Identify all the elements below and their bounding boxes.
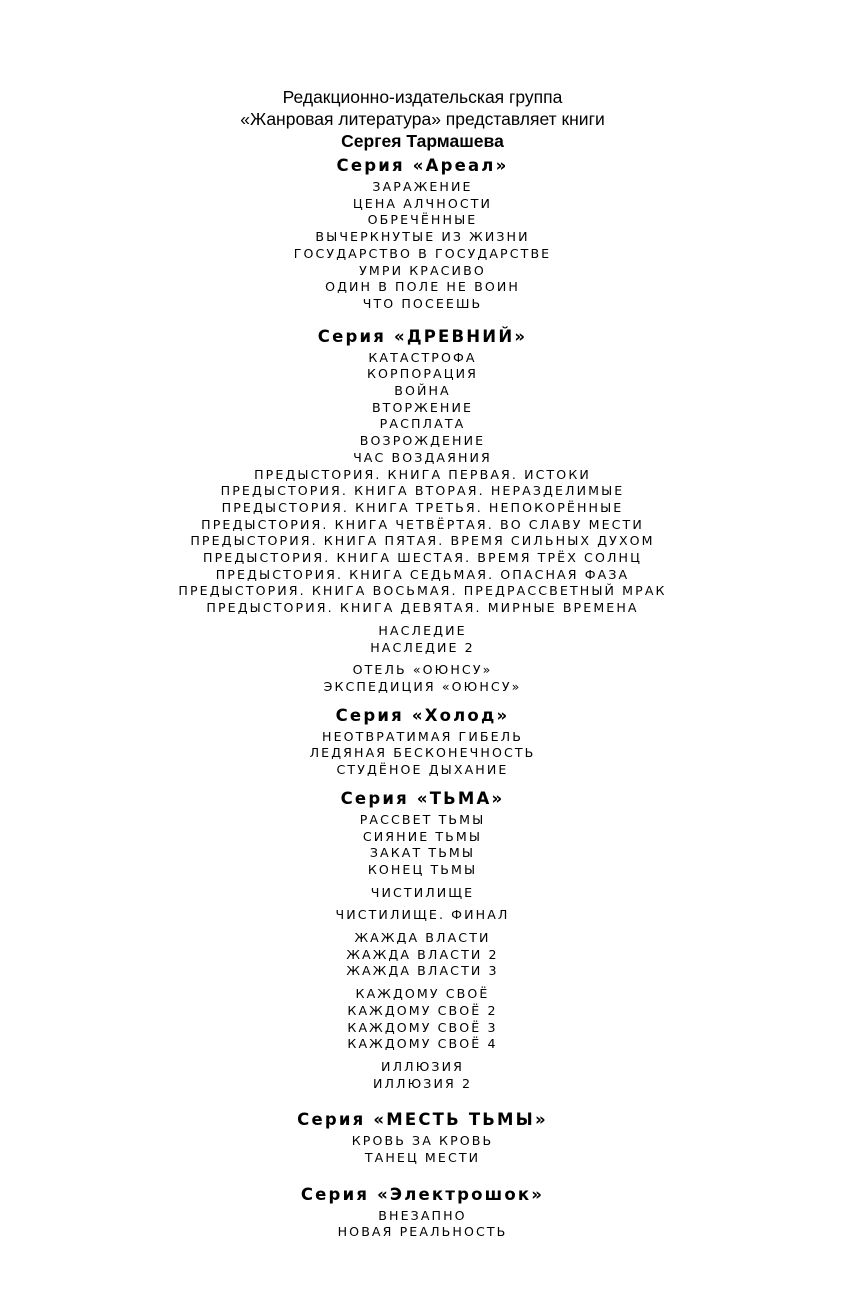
series-block xyxy=(0,155,845,313)
series-title: Серия «ДРЕВНИЙ» xyxy=(317,326,528,346)
series-spacer xyxy=(0,1167,845,1181)
book-title: ЧИСТИЛИЩЕ xyxy=(370,884,475,900)
book-title: КАЖДОМУ СВОЁ 3 xyxy=(347,1019,498,1035)
book-title: ПРЕДЫСТОРИЯ. КНИГА ЧЕТВЁРТАЯ. ВО СЛАВУ МЕСТИ xyxy=(201,516,644,532)
book-title: ОДИН В ПОЛЕ НЕ ВОИН xyxy=(325,279,520,295)
book-title: КОНЕЦ ТЬМЫ xyxy=(367,861,478,877)
series-title: Серия «Ареал» xyxy=(336,156,509,175)
book-title: НАСЛЕДИЕ xyxy=(378,622,467,638)
book-title: ИЛЛЮЗИЯ 2 xyxy=(372,1075,473,1091)
book-title: ПРЕДЫСТОРИЯ. КНИГА ТРЕТЬЯ. НЕПОКОРЁННЫЕ xyxy=(221,499,624,515)
intro-line-2: «Жанровая литература» представляет книги xyxy=(240,109,605,129)
book-group xyxy=(0,1133,845,1166)
book-title: ЦЕНА АЛЧНОСТИ xyxy=(352,195,493,211)
series-spacer xyxy=(0,696,845,702)
book-title: КАЖДОМУ СВОЁ 2 xyxy=(347,1002,498,1018)
series-list xyxy=(0,155,845,1241)
book-title: ЧТО ПОСЕЕШЬ xyxy=(362,295,483,311)
book-title: ПРЕДЫСТОРИЯ. КНИГА ПЯТАЯ. ВРЕМЯ СИЛЬНЫХ ДУХОМ xyxy=(190,533,655,549)
author-name: Сергея Тармашева xyxy=(341,131,504,151)
book-title: КАТАСТРОФА xyxy=(368,349,477,365)
series-block xyxy=(0,788,845,1093)
book-title: РАСПЛАТА xyxy=(379,416,466,432)
series-spacer xyxy=(0,1092,845,1106)
book-title: ЗАРАЖЕНИЕ xyxy=(372,179,473,194)
book-group xyxy=(0,986,845,1053)
book-title: ТАНЕЦ МЕСТИ xyxy=(364,1150,481,1166)
book-group xyxy=(0,907,845,924)
book-title: НЕОТВРАТИМАЯ ГИБЕЛЬ xyxy=(322,728,523,744)
book-group xyxy=(0,812,845,879)
book-title: ВОЗРОЖДЕНИЕ xyxy=(359,433,486,449)
book-title: КРОВЬ ЗА КРОВЬ xyxy=(351,1133,494,1149)
book-title: ЖАЖДА ВЛАСТИ 3 xyxy=(346,963,499,979)
book-title: ПРЕДЫСТОРИЯ. КНИГА ПЕРВАЯ. ИСТОКИ xyxy=(254,466,591,482)
series-title: Серия «МЕСТЬ ТЬМЫ» xyxy=(297,1110,548,1130)
book-group xyxy=(0,1059,845,1092)
book-title: ВЫЧЕРКНУТЫЕ ИЗ ЖИЗНИ xyxy=(315,229,530,245)
book-title: СИЯНИЕ ТЬМЫ xyxy=(362,828,483,844)
book-title: ОТЕЛЬ «ОЮНСУ» xyxy=(352,662,493,678)
series-block xyxy=(0,705,845,779)
book-title: ЗАКАТ ТЬМЫ xyxy=(369,845,476,861)
book-title: ПРЕДЫСТОРИЯ. КНИГА ДЕВЯТАЯ. МИРНЫЕ ВРЕМЕНА xyxy=(206,600,639,616)
book-title: КАЖДОМУ СВОЁ xyxy=(355,986,490,1002)
book-group xyxy=(0,179,845,313)
book-title: КОРПОРАЦИЯ xyxy=(367,366,478,382)
book-list-page xyxy=(0,86,845,1241)
book-title: ЖАЖДА ВЛАСТИ xyxy=(354,930,491,946)
book-title: КАЖДОМУ СВОЁ 4 xyxy=(347,1036,498,1052)
book-title: ИЛЛЮЗИЯ xyxy=(381,1058,464,1074)
book-title: УМРИ КРАСИВО xyxy=(359,262,486,278)
series-title: Серия «Электрошок» xyxy=(300,1184,545,1204)
series-title: Серия «ТЬМА» xyxy=(340,788,505,808)
book-title: СТУДЁНОЕ ДЫХАНИЕ xyxy=(336,762,509,778)
series-block xyxy=(0,1109,845,1166)
series-spacer xyxy=(0,779,845,785)
book-title: ОБРЕЧЁННЫЕ xyxy=(367,212,478,228)
series-spacer xyxy=(0,313,845,323)
book-title: ПРЕДЫСТОРИЯ. КНИГА СЕДЬМАЯ. ОПАСНАЯ ФАЗА xyxy=(215,566,630,582)
book-title: ЖАЖДА ВЛАСТИ 2 xyxy=(346,946,499,962)
book-title: ВНЕЗАПНО xyxy=(378,1207,467,1223)
book-title: ВОЙНА xyxy=(394,383,451,399)
book-title: ВТОРЖЕНИЕ xyxy=(371,399,474,415)
book-title: ЧАС ВОЗДАЯНИЯ xyxy=(353,449,492,465)
book-title: ЛЕДЯНАЯ БЕСКОНЕЧНОСТЬ xyxy=(309,745,536,761)
book-group xyxy=(0,662,845,695)
book-title: ЧИСТИЛИЩЕ. ФИНАЛ xyxy=(335,907,510,923)
book-group xyxy=(0,930,845,980)
book-group xyxy=(0,885,845,902)
book-title: ЭКСПЕДИЦИЯ «ОЮНСУ» xyxy=(323,678,522,694)
book-group xyxy=(0,1208,845,1241)
series-block xyxy=(0,326,845,696)
intro-line-1: Редакционно-издательская группа xyxy=(282,87,563,107)
series-block xyxy=(0,1184,845,1241)
book-title: ПРЕДЫСТОРИЯ. КНИГА ШЕСТАЯ. ВРЕМЯ ТРЁХ СОЛНЦ xyxy=(203,550,642,566)
book-title: ПРЕДЫСТОРИЯ. КНИГА ВТОРАЯ. НЕРАЗДЕЛИМЫЕ xyxy=(220,483,625,499)
book-title: ПРЕДЫСТОРИЯ. КНИГА ВОСЬМАЯ. ПРЕДРАССВЕТНЫЙ МРАК xyxy=(178,583,667,599)
book-title: ГОСУДАРСТВО В ГОСУДАРСТВЕ xyxy=(293,245,552,261)
book-title: НОВАЯ РЕАЛЬНОСТЬ xyxy=(337,1224,508,1240)
book-title: НАСЛЕДИЕ 2 xyxy=(370,639,475,655)
book-group xyxy=(0,729,845,779)
series-title: Серия «Холод» xyxy=(335,705,510,725)
book-group xyxy=(0,623,845,656)
book-title: РАССВЕТ ТЬМЫ xyxy=(359,811,486,827)
book-group xyxy=(0,350,845,617)
